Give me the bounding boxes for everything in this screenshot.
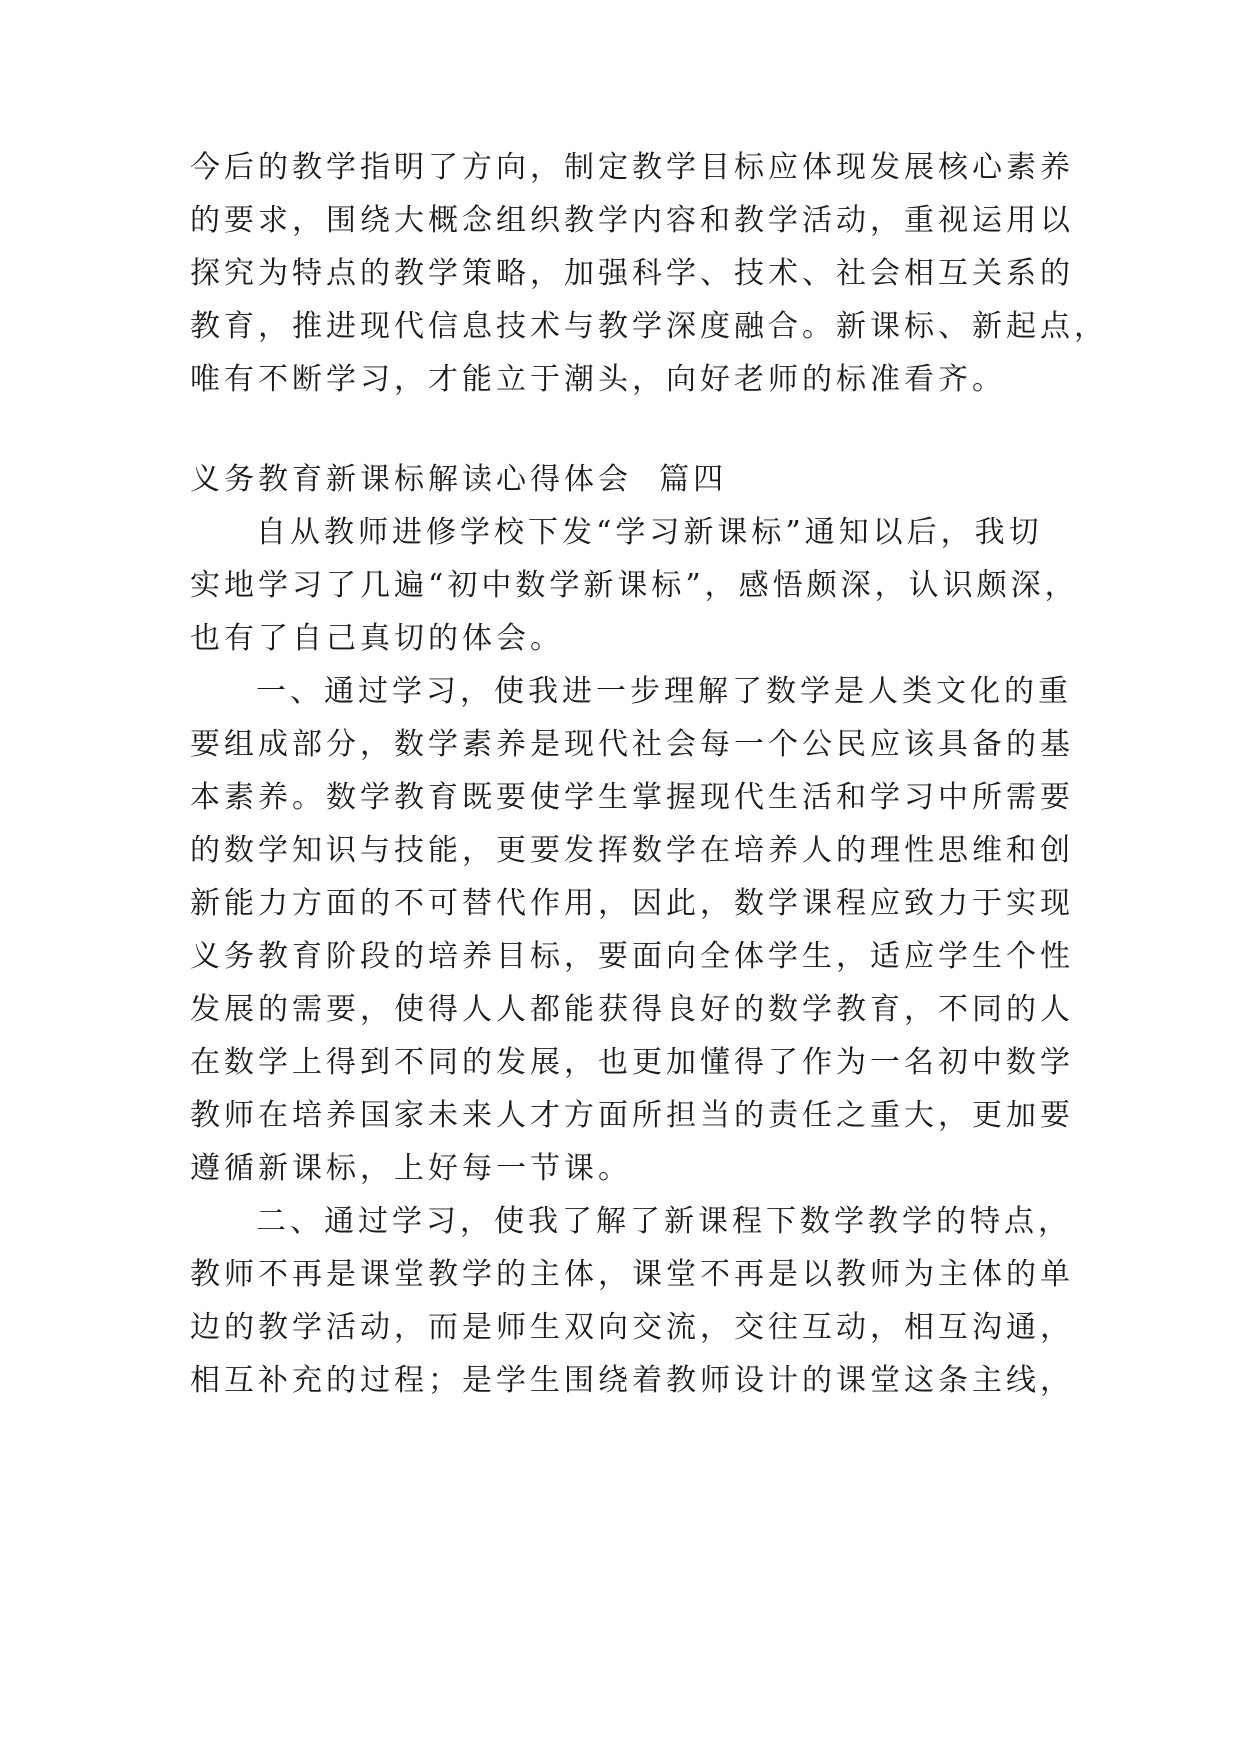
paragraph2-line-8: 在数学上得到不同的发展，也更加懂得了作为一名初中数学 [190,1045,1074,1080]
paragraph2-line-10: 遵循新课标，上好每一节课。 [190,1151,632,1186]
intro-line-4: 教育，推进现代信息技术与教学深度融合。新课标、新起点， [190,309,1108,344]
section-heading: 义务教育新课标解读心得体会 篇四 [190,462,728,497]
paragraph1-line-3: 也有了自己真切的体会。 [190,621,564,656]
paragraph2-line-6: 义务教育阶段的培养目标，要面向全体学生，适应学生个性 [190,939,1074,974]
paragraph2-line-5: 新能力方面的不可替代作用，因此，数学课程应致力于实现 [190,886,1074,921]
paragraph1-line-1: 自从教师进修学校下发“学习新课标”通知以后，我切 [256,515,1043,550]
paragraph3-line-4: 相互补充的过程；是学生围绕着教师设计的课堂这条主线， [190,1363,1074,1398]
paragraph1-line-2: 实地学习了几遍“初中数学新课标”，感悟颇深，认识颇深， [190,568,1079,603]
paragraph2-line-7: 发展的需要，使得人人都能获得良好的数学教育，不同的人 [190,992,1074,1027]
paragraph3-line-3: 边的教学活动，而是师生双向交流，交往互动，相互沟通， [190,1310,1074,1345]
paragraph2-line-4: 的数学知识与技能，更要发挥数学在培养人的理性思维和创 [190,833,1074,868]
paragraph3-line-1: 二、通过学习，使我了解了新课程下数学教学的特点， [256,1204,1072,1239]
paragraph2-line-3: 本素养。数学教育既要使学生掌握现代生活和学习中所需要 [190,780,1074,815]
paragraph2-line-9: 教师在培养国家未来人才方面所担当的责任之重大，更加要 [190,1098,1074,1133]
paragraph2-line-1: 一、通过学习，使我进一步理解了数学是人类文化的重 [256,674,1072,709]
intro-line-3: 探究为特点的教学策略，加强科学、技术、社会相互关系的 [190,256,1074,291]
paragraph2-line-2: 要组成部分，数学素养是现代社会每一个公民应该具备的基 [190,727,1074,762]
intro-line-1: 今后的教学指明了方向，制定教学目标应体现发展核心素养 [190,150,1074,185]
paragraph3-line-2: 教师不再是课堂教学的主体，课堂不再是以教师为主体的单 [190,1257,1074,1292]
intro-line-2: 的要求，围绕大概念组织教学内容和教学活动，重视运用以 [190,203,1074,238]
intro-line-5: 唯有不断学习，才能立于潮头，向好老师的标准看齐。 [190,362,1006,397]
